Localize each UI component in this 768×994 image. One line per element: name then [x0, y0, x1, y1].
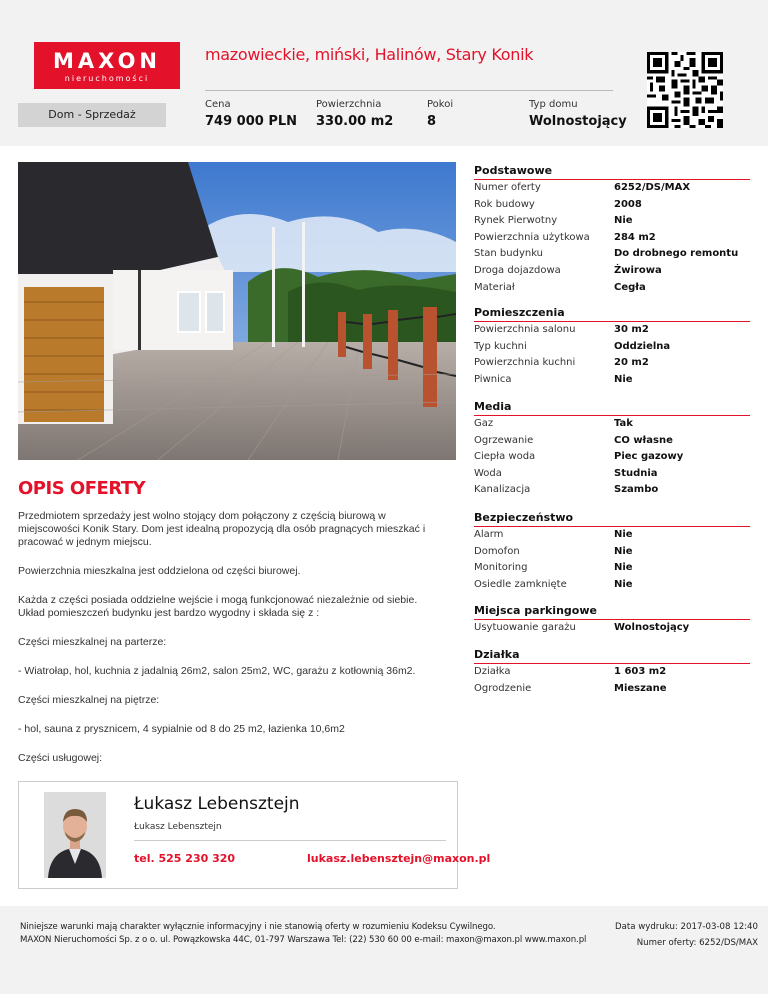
detail-value: CO własne: [614, 434, 673, 446]
description-paragraph: Części mieszkalnej na parterze:: [18, 636, 167, 648]
agent-divider: [134, 840, 446, 841]
detail-row: [474, 681, 750, 698]
detail-value: Oddzielna: [614, 340, 671, 352]
section-title: Działka: [474, 648, 750, 664]
deal-type-badge: Dom - Sprzedaż: [18, 103, 166, 127]
stat-label: Powierzchnia: [316, 99, 382, 110]
detail-row: [474, 280, 750, 297]
description-text: [18, 510, 438, 781]
description-paragraph: Przedmiotem sprzedaży jest wolno stojący dom połączony z częścią biurową w miejscowości Konik Stary. Dom jest idealną propozycją dla osób pragnących mieszkać i pracować w jednym miejscu.: [18, 510, 426, 548]
detail-key: Powierzchnia kuchni: [474, 357, 576, 369]
detail-row: [474, 560, 750, 577]
logo-name: MAXON: [52, 49, 162, 73]
agent-avatar: [44, 792, 106, 878]
detail-key: Działka: [474, 666, 511, 677]
detail-value: Wolnostojący: [614, 622, 690, 633]
description-paragraph: Powierzchnia mieszkalna jest oddzielona od części biurowej.: [18, 565, 301, 577]
description-paragraph: - hol, sauna z prysznicem, 4 sypialnie od 8 do 25 m2, łazienka 10,6m2: [18, 723, 345, 735]
detail-value: 20 m2: [614, 357, 649, 369]
footer-offer-number: Numer oferty: 6252/DS/MAX: [636, 938, 758, 948]
detail-row: [474, 246, 750, 263]
detail-key: Kanalizacja: [474, 484, 531, 496]
agent-subtitle: Łukasz Lebensztejn: [134, 822, 222, 832]
detail-row: [474, 322, 750, 339]
description-paragraph: Każda z części posiada oddzielne wejście i mogą funkcjonować niezależnie od siebie. Układ pomieszczeń budynku jest bardzo wygodny i składa się z :: [18, 594, 418, 619]
agent-email-link[interactable]: lukasz.lebensztejn@maxon.pl: [307, 852, 491, 865]
detail-key: Stan budynku: [474, 248, 544, 260]
stat-value: 8: [427, 114, 437, 129]
header-divider: [205, 90, 613, 91]
detail-key: Rok budowy: [474, 198, 535, 210]
section-security: [474, 511, 750, 593]
footer-disclaimer: Niniejsze warunki mają charakter wyłącznie informacyjny i nie stanowią oferty w rozumieniu Kodeksu Cywilnego.: [20, 922, 496, 932]
detail-value: Szambo: [614, 484, 659, 496]
description-paragraph: Części usługowej:: [18, 752, 103, 764]
detail-row: [474, 544, 750, 561]
stat-value: 749 000 PLN: [205, 114, 298, 129]
detail-row: [474, 577, 750, 594]
section-title: Podstawowe: [474, 164, 750, 180]
stat-area: [316, 99, 393, 129]
detail-key: Droga dojazdowa: [474, 264, 561, 276]
detail-value: Piec gazowy: [614, 451, 684, 463]
detail-key: Ogrzewanie: [474, 434, 534, 446]
detail-key: Ciepła woda: [474, 451, 536, 463]
stat-price: [205, 99, 297, 129]
section-title: Pomieszczenia: [474, 306, 750, 322]
location-title: mazowieckie, miński, Halinów, Stary Konik: [205, 45, 534, 64]
detail-value: Nie: [614, 215, 633, 227]
detail-key: Rynek Pierwotny: [474, 215, 558, 227]
detail-key: Alarm: [474, 529, 504, 540]
detail-row: [474, 339, 750, 356]
logo-tagline: nieruchomości: [64, 74, 150, 83]
detail-row: [474, 433, 750, 450]
section-parking: [474, 604, 750, 637]
footer-company: MAXON Nieruchomości Sp. z o o. ul. Powązkowska 44C, 01-797 Warszawa Tel: (22) 530 60 00 e-mail: maxon@maxon.pl www.maxon.pl: [20, 935, 587, 945]
description-paragraph: - Wiatrołap, hol, kuchnia z jadalnią 26m2, salon 25m2, WC, garażu z kotłownią 36m2.: [18, 665, 416, 677]
detail-value: Cegła: [614, 281, 646, 293]
agent-phone-link[interactable]: tel. 525 230 320: [134, 852, 236, 865]
stat-label: Pokoi: [427, 99, 454, 110]
section-title: Media: [474, 400, 750, 416]
detail-value: Mieszane: [614, 682, 667, 694]
header-bar: [0, 0, 768, 146]
section-plot: [474, 648, 750, 697]
section-title: Miejsca parkingowe: [474, 604, 750, 620]
detail-value: Studnia: [614, 467, 658, 479]
agent-name: Łukasz Lebensztejn: [134, 794, 300, 814]
detail-key: Powierzchnia użytkowa: [474, 231, 590, 243]
detail-value: Tak: [614, 418, 633, 429]
description-title: OPIS OFERTY: [18, 478, 146, 499]
detail-value: Nie: [614, 545, 633, 557]
detail-row: [474, 197, 750, 214]
detail-row: [474, 180, 750, 197]
detail-row: [474, 449, 750, 466]
detail-key: Gaz: [474, 418, 494, 429]
detail-row: [474, 372, 750, 389]
detail-row: [474, 230, 750, 247]
detail-key: Piwnica: [474, 373, 512, 385]
detail-row: [474, 416, 750, 433]
detail-key: Powierzchnia salonu: [474, 324, 576, 335]
stat-rooms: [427, 99, 453, 129]
detail-row: [474, 213, 750, 230]
section-rooms: [474, 306, 750, 388]
detail-value: Nie: [614, 529, 633, 540]
detail-key: Typ kuchni: [474, 340, 527, 352]
detail-key: Domofon: [474, 545, 520, 557]
detail-key: Woda: [474, 467, 502, 479]
property-photo[interactable]: [18, 162, 456, 460]
detail-value: Nie: [614, 373, 633, 385]
stat-house-type: [529, 99, 627, 129]
detail-row: [474, 355, 750, 372]
stat-value: Wolnostojący: [529, 114, 627, 129]
maxon-logo[interactable]: [34, 42, 180, 89]
detail-value: Do drobnego remontu: [614, 248, 739, 260]
detail-key: Materiał: [474, 281, 515, 293]
footer-print-date: Data wydruku: 2017-03-08 12:40: [614, 922, 758, 932]
detail-value: 1 603 m2: [614, 666, 667, 677]
detail-value: Nie: [614, 562, 633, 574]
agent-card: [18, 781, 491, 889]
detail-row: [474, 466, 750, 483]
detail-key: Osiedle zamknięte: [474, 578, 567, 590]
description-paragraph: Części mieszkalnej na piętrze:: [18, 694, 160, 706]
detail-value: 284 m2: [614, 231, 656, 243]
detail-key: Usytuowanie garażu: [474, 622, 576, 633]
detail-value: 2008: [614, 198, 642, 210]
section-basic: [474, 164, 750, 296]
detail-key: Ogrodzenie: [474, 682, 532, 694]
detail-value: Nie: [614, 578, 633, 590]
stat-label: Cena: [205, 99, 231, 110]
footer-bar: [0, 906, 768, 994]
detail-key: Numer oferty: [474, 182, 541, 193]
detail-value: 6252/DS/MAX: [614, 182, 691, 193]
detail-row: [474, 527, 750, 544]
detail-value: Żwirowa: [614, 264, 662, 276]
stat-value: 330.00 m2: [316, 114, 394, 129]
detail-row: [474, 482, 750, 499]
section-title: Bezpieczeństwo: [474, 511, 750, 527]
detail-row: [474, 664, 750, 681]
detail-key: Monitoring: [474, 562, 528, 574]
stat-label: Typ domu: [529, 99, 578, 110]
qr-code-icon[interactable]: [647, 52, 723, 128]
detail-row: [474, 263, 750, 280]
detail-row: [474, 620, 750, 637]
section-utilities: [474, 400, 750, 499]
detail-value: 30 m2: [614, 324, 649, 335]
